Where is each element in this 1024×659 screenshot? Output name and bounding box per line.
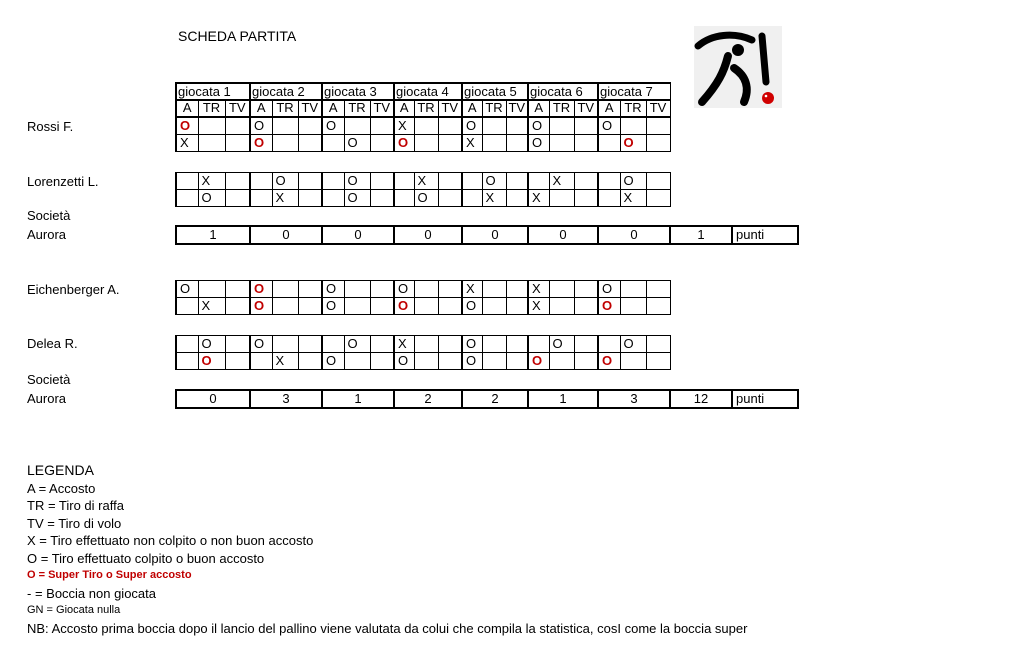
shot-cell bbox=[370, 353, 394, 370]
shot-mark: O bbox=[347, 173, 358, 188]
shot-cell bbox=[574, 281, 598, 298]
points-label: punti bbox=[732, 390, 798, 408]
shot-cell bbox=[250, 336, 272, 353]
shot-cell bbox=[344, 281, 370, 298]
shot-mark: O bbox=[417, 190, 428, 205]
shot-mark: X bbox=[398, 118, 407, 133]
legend-item: O = Tiro effettuato colpito o buon accosto bbox=[27, 550, 265, 566]
subheader-cell: TV bbox=[298, 100, 322, 117]
shot-cell bbox=[322, 353, 344, 370]
super-shot-mark: O bbox=[201, 353, 212, 368]
player-grid bbox=[175, 280, 671, 315]
giocata-4-label: giocata 4 bbox=[394, 83, 462, 101]
shot-cell bbox=[394, 336, 414, 353]
subheader-row bbox=[175, 99, 671, 117]
shot-cell bbox=[598, 336, 620, 353]
shot-cell bbox=[250, 173, 272, 190]
shot-mark: O bbox=[485, 173, 496, 188]
shot-mark: O bbox=[347, 336, 358, 351]
shot-mark: X bbox=[275, 353, 285, 368]
shot-cell bbox=[198, 281, 225, 298]
shot-cell bbox=[438, 336, 462, 353]
legend-item: X = Tiro effettuato non colpito o non buon accosto bbox=[27, 533, 314, 548]
shot-cell bbox=[250, 118, 272, 135]
shot-cell bbox=[506, 281, 528, 298]
giocata-score: 1 bbox=[528, 390, 598, 408]
subheader-cell: TV bbox=[370, 100, 394, 117]
shot-cell bbox=[620, 118, 646, 135]
giocata-5-label: giocata 5 bbox=[462, 83, 528, 101]
giocata-score: 0 bbox=[322, 226, 394, 244]
shot-cell bbox=[620, 353, 646, 370]
giocata-score: 1 bbox=[176, 226, 250, 244]
shot-cell bbox=[646, 298, 670, 315]
shot-cell bbox=[528, 281, 549, 298]
shot-cell bbox=[198, 118, 225, 135]
shot-cell bbox=[646, 336, 670, 353]
shot-cell bbox=[528, 336, 549, 353]
shot-cell bbox=[482, 190, 506, 207]
shot-cell bbox=[414, 298, 438, 315]
shot-cell bbox=[528, 118, 549, 135]
giocata-score: 2 bbox=[394, 390, 462, 408]
shot-cell bbox=[620, 298, 646, 315]
super-shot-mark: O bbox=[602, 353, 613, 368]
shot-cell bbox=[482, 281, 506, 298]
shot-cell bbox=[506, 336, 528, 353]
shot-cell bbox=[549, 118, 574, 135]
shot-cell bbox=[250, 281, 272, 298]
shot-cell bbox=[482, 135, 506, 152]
bocce-player-icon bbox=[694, 26, 782, 108]
shot-mark: X bbox=[623, 190, 633, 205]
shot-cell bbox=[344, 353, 370, 370]
shot-cell bbox=[272, 190, 298, 207]
giocata-score: 0 bbox=[394, 226, 462, 244]
subheader-cell: A bbox=[176, 100, 198, 117]
shot-cell bbox=[225, 353, 250, 370]
subheader-cell: A bbox=[322, 100, 344, 117]
shot-mark: X bbox=[417, 173, 427, 188]
shot-cell bbox=[298, 135, 322, 152]
shot-mark: X bbox=[275, 190, 285, 205]
player-grid bbox=[175, 117, 671, 152]
shot-cell bbox=[176, 118, 198, 135]
shot-mark: X bbox=[466, 281, 475, 296]
shot-cell bbox=[482, 336, 506, 353]
shot-cell bbox=[225, 135, 250, 152]
shot-cell bbox=[370, 336, 394, 353]
shot-cell bbox=[414, 118, 438, 135]
shot-cell bbox=[598, 173, 620, 190]
subheader-cell: TV bbox=[574, 100, 598, 117]
shot-mark: O bbox=[326, 353, 337, 368]
shot-cell bbox=[462, 190, 482, 207]
shot-cell bbox=[344, 173, 370, 190]
shot-cell bbox=[528, 135, 549, 152]
shot-cell bbox=[414, 336, 438, 353]
super-shot-mark: O bbox=[623, 135, 634, 150]
shot-cell bbox=[272, 353, 298, 370]
shot-cell bbox=[574, 190, 598, 207]
giocata-3-label: giocata 3 bbox=[322, 83, 394, 101]
shot-cell bbox=[598, 135, 620, 152]
shot-cell bbox=[225, 173, 250, 190]
shot-cell bbox=[482, 353, 506, 370]
society-label: Società bbox=[27, 372, 71, 387]
shot-cell bbox=[298, 281, 322, 298]
shot-cell bbox=[646, 190, 670, 207]
shot-mark: X bbox=[532, 298, 541, 313]
super-shot-mark: O bbox=[254, 281, 265, 296]
giocata-score: 2 bbox=[462, 390, 528, 408]
super-shot-mark: O bbox=[398, 298, 409, 313]
giocata-2-label: giocata 2 bbox=[250, 83, 322, 101]
shot-cell bbox=[370, 298, 394, 315]
shot-cell bbox=[482, 118, 506, 135]
shot-cell bbox=[620, 135, 646, 152]
shot-cell bbox=[549, 353, 574, 370]
shot-cell bbox=[574, 353, 598, 370]
shot-cell bbox=[574, 135, 598, 152]
shot-cell bbox=[394, 173, 414, 190]
shot-cell bbox=[176, 281, 198, 298]
giocata-6-label: giocata 6 bbox=[528, 83, 598, 101]
shot-cell bbox=[272, 298, 298, 315]
shot-mark: O bbox=[326, 118, 337, 133]
legend bbox=[27, 462, 747, 637]
subheader-cell: TR bbox=[620, 100, 646, 117]
shot-cell bbox=[620, 190, 646, 207]
shot-mark: O bbox=[201, 190, 212, 205]
subheader-cell: TR bbox=[549, 100, 574, 117]
shot-mark: O bbox=[623, 173, 634, 188]
shot-mark: O bbox=[254, 118, 265, 133]
shot-cell bbox=[462, 281, 482, 298]
shot-mark: O bbox=[623, 336, 634, 351]
shot-cell bbox=[344, 118, 370, 135]
legend-item: TR = Tiro di raffa bbox=[27, 498, 124, 513]
shot-cell bbox=[646, 118, 670, 135]
shot-cell bbox=[598, 190, 620, 207]
shot-cell bbox=[225, 298, 250, 315]
shot-cell bbox=[250, 298, 272, 315]
shot-cell bbox=[462, 353, 482, 370]
shot-cell bbox=[344, 336, 370, 353]
super-shot-mark: O bbox=[254, 298, 265, 313]
shot-cell bbox=[549, 190, 574, 207]
shot-cell bbox=[298, 173, 322, 190]
shot-cell bbox=[394, 353, 414, 370]
subheader-cell: A bbox=[598, 100, 620, 117]
player-grid bbox=[175, 172, 671, 207]
shot-cell bbox=[414, 190, 438, 207]
total-score: 1 bbox=[670, 226, 732, 244]
giocata-score: 0 bbox=[462, 226, 528, 244]
subheader-cell: TV bbox=[225, 100, 250, 117]
subheader-cell: TR bbox=[414, 100, 438, 117]
shot-cell bbox=[176, 353, 198, 370]
shot-cell bbox=[198, 135, 225, 152]
legend-item: A = Accosto bbox=[27, 480, 96, 496]
shot-mark: O bbox=[398, 281, 409, 296]
shot-cell bbox=[646, 135, 670, 152]
shot-mark: O bbox=[326, 298, 337, 313]
shot-cell bbox=[344, 135, 370, 152]
shot-mark: O bbox=[180, 281, 191, 296]
shot-cell bbox=[322, 281, 344, 298]
subheader-cell: TR bbox=[198, 100, 225, 117]
shot-cell bbox=[176, 190, 198, 207]
shot-cell bbox=[322, 298, 344, 315]
shot-cell bbox=[438, 118, 462, 135]
shot-cell bbox=[414, 353, 438, 370]
subheader-cell: TV bbox=[438, 100, 462, 117]
shot-cell bbox=[598, 281, 620, 298]
giocata-score: 0 bbox=[528, 226, 598, 244]
shot-cell bbox=[506, 298, 528, 315]
points-label: punti bbox=[732, 226, 798, 244]
shot-mark: O bbox=[275, 173, 286, 188]
shot-cell bbox=[646, 353, 670, 370]
subheader-cell: TR bbox=[482, 100, 506, 117]
shot-cell bbox=[462, 135, 482, 152]
shot-cell bbox=[198, 298, 225, 315]
shot-cell bbox=[322, 173, 344, 190]
subheader-cell: TR bbox=[272, 100, 298, 117]
shot-cell bbox=[298, 118, 322, 135]
shot-cell bbox=[438, 281, 462, 298]
shot-cell bbox=[574, 173, 598, 190]
shot-cell bbox=[438, 353, 462, 370]
shot-cell bbox=[370, 173, 394, 190]
shot-cell bbox=[198, 173, 225, 190]
shot-mark: X bbox=[398, 336, 407, 351]
shot-mark: O bbox=[347, 190, 358, 205]
shot-mark: O bbox=[552, 336, 563, 351]
shot-mark: O bbox=[466, 353, 477, 368]
shot-cell bbox=[394, 190, 414, 207]
shot-cell bbox=[438, 190, 462, 207]
super-shot-mark: O bbox=[532, 353, 543, 368]
shot-mark: O bbox=[201, 336, 212, 351]
shot-cell bbox=[198, 353, 225, 370]
shot-mark: X bbox=[201, 298, 211, 313]
shot-cell bbox=[598, 118, 620, 135]
shot-cell bbox=[298, 336, 322, 353]
shot-cell bbox=[598, 298, 620, 315]
page-title: SCHEDA PARTITA bbox=[178, 28, 297, 44]
shot-mark: X bbox=[180, 135, 189, 150]
shot-cell bbox=[620, 281, 646, 298]
shot-cell bbox=[438, 173, 462, 190]
shot-cell bbox=[528, 173, 549, 190]
subheader-cell: A bbox=[462, 100, 482, 117]
shot-cell bbox=[462, 298, 482, 315]
shot-cell bbox=[344, 298, 370, 315]
shot-cell bbox=[620, 173, 646, 190]
giocata-score: 0 bbox=[598, 226, 670, 244]
giocata-score: 3 bbox=[598, 390, 670, 408]
shot-cell bbox=[225, 190, 250, 207]
shot-cell bbox=[322, 336, 344, 353]
shot-cell bbox=[549, 298, 574, 315]
super-shot-mark: O bbox=[398, 135, 409, 150]
shot-mark: X bbox=[201, 173, 211, 188]
giocata-1-label: giocata 1 bbox=[176, 83, 250, 101]
shot-mark: O bbox=[466, 298, 477, 313]
subheader-cell: A bbox=[394, 100, 414, 117]
shot-cell bbox=[438, 135, 462, 152]
subheader-cell: TR bbox=[344, 100, 370, 117]
player-name: Eichenberger A. bbox=[27, 282, 120, 297]
shot-cell bbox=[344, 190, 370, 207]
shot-cell bbox=[176, 336, 198, 353]
giocata-score: 0 bbox=[250, 226, 322, 244]
shot-cell bbox=[176, 298, 198, 315]
shot-mark: O bbox=[602, 281, 613, 296]
society-name: Aurora bbox=[27, 391, 67, 406]
shot-cell bbox=[506, 135, 528, 152]
super-shot-mark: O bbox=[180, 118, 191, 133]
shot-mark: O bbox=[532, 135, 543, 150]
shot-cell bbox=[414, 135, 438, 152]
shot-mark: O bbox=[398, 353, 409, 368]
shot-mark: O bbox=[466, 336, 477, 351]
shot-cell bbox=[322, 135, 344, 152]
shot-cell bbox=[620, 336, 646, 353]
shot-cell bbox=[549, 281, 574, 298]
shot-cell bbox=[198, 336, 225, 353]
shot-cell bbox=[482, 173, 506, 190]
shot-cell bbox=[298, 298, 322, 315]
subheader-cell: TV bbox=[506, 100, 528, 117]
shot-mark: X bbox=[532, 281, 541, 296]
shot-cell bbox=[250, 135, 272, 152]
super-shot-mark: O bbox=[254, 135, 265, 150]
shot-cell bbox=[250, 353, 272, 370]
shot-cell bbox=[574, 298, 598, 315]
subheader-cell: TV bbox=[646, 100, 670, 117]
shot-cell bbox=[549, 135, 574, 152]
shot-cell bbox=[176, 135, 198, 152]
super-shot-mark: O bbox=[602, 298, 613, 313]
legend-super: O = Super Tiro o Super accosto bbox=[27, 569, 192, 581]
shot-mark: X bbox=[485, 190, 495, 205]
shot-cell bbox=[646, 281, 670, 298]
shot-mark: X bbox=[532, 190, 541, 205]
shot-cell bbox=[272, 118, 298, 135]
shot-cell bbox=[528, 353, 549, 370]
player-name: Lorenzetti L. bbox=[27, 174, 99, 189]
shot-cell bbox=[225, 281, 250, 298]
score-row bbox=[175, 225, 799, 245]
shot-cell bbox=[574, 118, 598, 135]
shot-cell bbox=[462, 336, 482, 353]
legend-title: LEGENDA bbox=[27, 462, 94, 478]
shot-cell bbox=[298, 353, 322, 370]
shot-mark: O bbox=[466, 118, 477, 133]
shot-cell bbox=[370, 135, 394, 152]
shot-cell bbox=[646, 173, 670, 190]
shot-cell bbox=[414, 173, 438, 190]
shot-cell bbox=[549, 336, 574, 353]
shot-cell bbox=[506, 353, 528, 370]
shot-cell bbox=[225, 336, 250, 353]
legend-item: TV = Tiro di volo bbox=[27, 515, 122, 531]
shot-cell bbox=[298, 190, 322, 207]
shot-cell bbox=[176, 173, 198, 190]
shot-cell bbox=[506, 190, 528, 207]
score-row bbox=[175, 389, 799, 409]
shot-cell bbox=[394, 118, 414, 135]
shot-mark: O bbox=[254, 336, 265, 351]
legend-boccia: - = Boccia non giocata bbox=[27, 585, 156, 601]
shot-cell bbox=[482, 298, 506, 315]
shot-cell bbox=[414, 281, 438, 298]
shot-mark: X bbox=[466, 135, 475, 150]
shot-cell bbox=[549, 173, 574, 190]
shot-cell bbox=[322, 190, 344, 207]
shot-cell bbox=[370, 281, 394, 298]
giocata-score: 0 bbox=[176, 390, 250, 408]
shot-mark: O bbox=[532, 118, 543, 133]
legend-gn: GN = Giocata nulla bbox=[27, 604, 121, 616]
giocata-score: 1 bbox=[322, 390, 394, 408]
shot-cell bbox=[394, 281, 414, 298]
shot-cell bbox=[506, 173, 528, 190]
giocata-score: 3 bbox=[250, 390, 322, 408]
shot-cell bbox=[272, 173, 298, 190]
shot-cell bbox=[198, 190, 225, 207]
shot-cell bbox=[598, 353, 620, 370]
shot-cell bbox=[322, 118, 344, 135]
player-name: Rossi F. bbox=[27, 119, 74, 134]
shot-cell bbox=[394, 298, 414, 315]
shot-cell bbox=[528, 190, 549, 207]
total-score: 12 bbox=[670, 390, 732, 408]
shot-cell bbox=[370, 118, 394, 135]
shot-cell bbox=[225, 118, 250, 135]
shot-mark: O bbox=[326, 281, 337, 296]
shot-cell bbox=[528, 298, 549, 315]
shot-mark: O bbox=[602, 118, 613, 133]
player-grid bbox=[175, 335, 671, 370]
subheader-cell: A bbox=[250, 100, 272, 117]
shot-cell bbox=[272, 336, 298, 353]
giocata-7-label: giocata 7 bbox=[598, 83, 670, 101]
shot-mark: O bbox=[347, 135, 358, 150]
shot-cell bbox=[462, 173, 482, 190]
shot-mark: X bbox=[552, 173, 562, 188]
shot-cell bbox=[272, 281, 298, 298]
shot-cell bbox=[250, 190, 272, 207]
shot-cell bbox=[462, 118, 482, 135]
legend-nb: NB: Accosto prima boccia dopo il lancio del pallino viene valutata da colui che compila la statistica, cosI come la boccia super bbox=[27, 620, 748, 636]
shot-cell bbox=[574, 336, 598, 353]
society-name: Aurora bbox=[27, 227, 67, 242]
shot-cell bbox=[438, 298, 462, 315]
player-name: Delea R. bbox=[27, 336, 78, 351]
shot-cell bbox=[394, 135, 414, 152]
shot-cell bbox=[272, 135, 298, 152]
society-label: Società bbox=[27, 208, 71, 223]
shot-cell bbox=[370, 190, 394, 207]
subheader-cell: A bbox=[528, 100, 549, 117]
shot-cell bbox=[506, 118, 528, 135]
